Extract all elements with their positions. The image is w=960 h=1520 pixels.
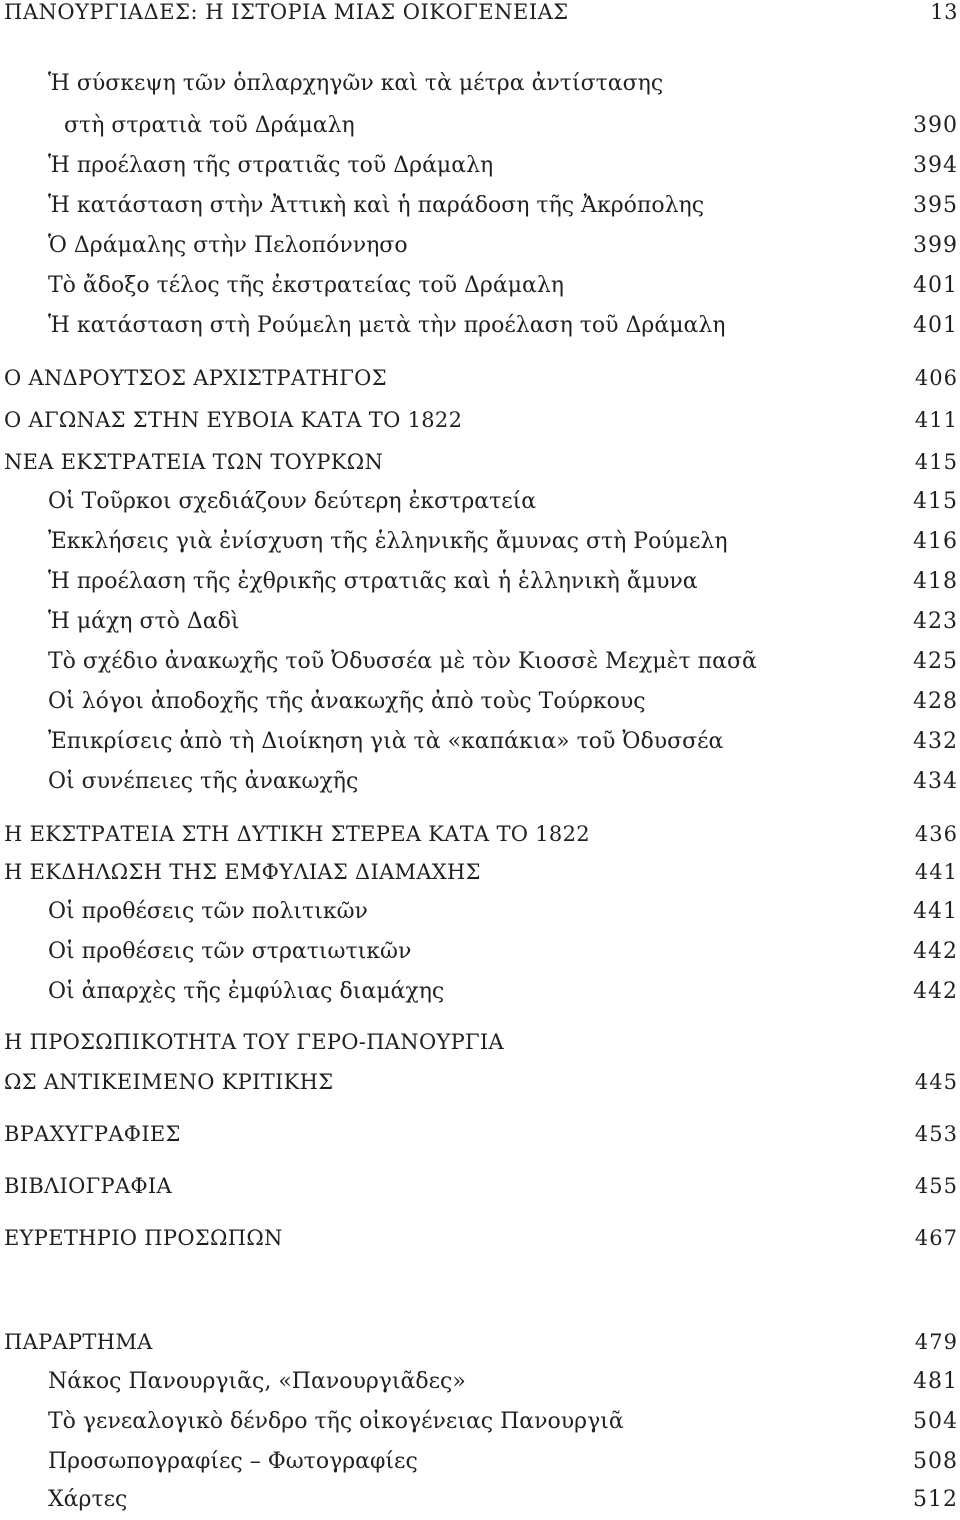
toc-entry-title: Χάρτες <box>48 1487 128 1512</box>
toc-entry-page: 508 <box>913 1449 958 1474</box>
toc-entry <box>0 270 960 302</box>
running-header <box>0 0 960 28</box>
running-header-page-number: 13 <box>930 0 958 24</box>
toc-entry-page: 394 <box>913 153 958 178</box>
toc-entry <box>0 566 960 598</box>
toc-section <box>0 1026 960 1058</box>
toc-section <box>0 446 960 478</box>
toc-entry-title: Ἡ σύσκεψη τῶν ὁπλαρχηγῶν καὶ τὰ μέτρα ἀντίστασης <box>48 71 664 96</box>
toc-section <box>0 1066 960 1098</box>
toc-entry-title: Οἱ προθέσεις τῶν στρατιωτικῶν <box>48 939 412 964</box>
toc-entry-page: 415 <box>913 489 958 514</box>
toc-entry-page: 401 <box>913 273 958 298</box>
toc-entry <box>0 230 960 262</box>
toc-entry-title: Ἡ κατάσταση στὴν Ἀττικὴ καὶ ἡ παράδοση τῆς Ἀκρόπολης <box>48 193 705 218</box>
toc-entry <box>0 646 960 678</box>
toc-entry <box>0 486 960 518</box>
toc-entry <box>0 896 960 928</box>
toc-section <box>0 1118 960 1150</box>
toc-entry-title: Οἱ συνέπειες τῆς ἀνακωχῆς <box>48 769 359 794</box>
toc-section <box>0 1170 960 1202</box>
toc-entry-page: 418 <box>913 569 958 594</box>
toc-entry <box>0 936 960 968</box>
toc-section-title: ΠΑΡΑΡΤΗΜΑ <box>4 1330 153 1354</box>
toc-entry-title: Νάκος Πανουργιᾶς, «Πανουργιᾶδες» <box>48 1369 466 1394</box>
toc-section-page: 445 <box>914 1070 958 1094</box>
toc-section-title: ΩΣ ΑΝΤΙΚΕΙΜΕΝΟ ΚΡΙΤΙΚΗΣ <box>4 1070 334 1094</box>
toc-entry-page: 504 <box>913 1409 958 1434</box>
toc-entry-title: Ἡ μάχη στὸ Δαδὶ <box>48 609 240 634</box>
toc-section <box>0 856 960 888</box>
toc-entry <box>0 150 960 182</box>
toc-entry <box>0 526 960 558</box>
toc-entry-page: 481 <box>913 1369 958 1394</box>
toc-entry <box>0 1484 960 1516</box>
running-header-title: ΠΑΝΟΥΡΓΙΑΔΕΣ: Η ΙΣΤΟΡΙΑ ΜΙΑΣ ΟΙΚΟΓΕΝΕΙΑΣ <box>4 0 569 24</box>
toc-entry-title: Τὸ ἄδοξο τέλος τῆς ἐκστρατείας τοῦ Δράμαλη <box>48 273 564 298</box>
toc-section-title: Η ΕΚΣΤΡΑΤΕΙΑ ΣΤΗ ΔΥΤΙΚΗ ΣΤΕΡΕΑ ΚΑΤΑ ΤΟ 1822 <box>4 822 590 846</box>
toc-entry-title: Ἡ προέλαση τῆς ἐχθρικῆς στρατιᾶς καὶ ἡ ἑλληνικὴ ἄμυνα <box>48 569 698 594</box>
toc-entry-page: 428 <box>913 689 958 714</box>
toc-entry <box>0 766 960 798</box>
toc-section-title: ΝΕΑ ΕΚΣΤΡΑΤΕΙΑ ΤΩΝ ΤΟΥΡΚΩΝ <box>4 450 384 474</box>
toc-section <box>0 404 960 436</box>
toc-section-page: 453 <box>914 1122 958 1146</box>
toc-section-page: 411 <box>914 408 958 432</box>
toc-entry-title: Ἡ κατάσταση στὴ Ρούμελη μετὰ τὴν προέλαση τοῦ Δράμαλη <box>48 313 726 338</box>
toc-section <box>0 1222 960 1254</box>
toc-entry <box>0 726 960 758</box>
toc-entry <box>0 686 960 718</box>
toc-section-page: 406 <box>914 366 958 390</box>
toc-entry-page: 423 <box>913 609 958 634</box>
toc-section <box>0 818 960 850</box>
toc-entry <box>0 1406 960 1438</box>
toc-section-title: Ο ΑΝΔΡΟΥΤΣΟΣ ΑΡΧΙΣΤΡΑΤΗΓΟΣ <box>4 366 387 390</box>
toc-entry <box>0 606 960 638</box>
toc-entry-title: Τὸ γενεαλογικὸ δένδρο τῆς οἰκογένειας Πανουργιᾶ <box>48 1409 624 1434</box>
toc-entry-page: 434 <box>913 769 958 794</box>
toc-entry-page: 432 <box>913 729 958 754</box>
toc-section-page: 467 <box>914 1226 958 1250</box>
toc-section <box>0 362 960 394</box>
toc-entry-title: Οἱ λόγοι ἀποδοχῆς τῆς ἀνακωχῆς ἀπὸ τοὺς Τούρκους <box>48 689 646 714</box>
toc-entry-title: Οἱ Τοῦρκοι σχεδιάζουν δεύτερη ἐκστρατεία <box>48 489 537 514</box>
toc-entry-title: Τὸ σχέδιο ἀνακωχῆς τοῦ Ὀδυσσέα μὲ τὸν Κιοσσὲ Μεχμὲτ πασᾶ <box>48 649 757 674</box>
toc-section-page: 479 <box>914 1330 958 1354</box>
toc-section-page: 436 <box>914 822 958 846</box>
toc-entry-page: 442 <box>913 939 958 964</box>
toc-section-title: ΒΡΑΧΥΓΡΑΦΙΕΣ <box>4 1122 181 1146</box>
toc-section-title: ΕΥΡΕΤΗΡΙΟ ΠΡΟΣΩΠΩΝ <box>4 1226 283 1250</box>
toc-section-title: ΒΙΒΛΙΟΓΡΑΦΙΑ <box>4 1174 172 1198</box>
toc-entry <box>0 310 960 342</box>
toc-entry-page: 399 <box>913 233 958 258</box>
toc-section-title: Η ΠΡΟΣΩΠΙΚΟΤΗΤΑ ΤΟΥ ΓΕΡΟ-ΠΑΝΟΥΡΓΙΑ <box>4 1030 504 1054</box>
toc-entry-page: 390 <box>913 113 958 138</box>
toc-entry-page: 395 <box>913 193 958 218</box>
toc-entry-title: Ὁ Δράμαλης στὴν Πελοπόννησο <box>48 233 408 258</box>
toc-entry-page: 401 <box>913 313 958 338</box>
toc-entry-title: στὴ στρατιὰ τοῦ Δράμαλη <box>64 113 355 138</box>
toc-section-title: Ο ΑΓΩΝΑΣ ΣΤΗΝ ΕΥΒΟΙΑ ΚΑΤΑ ΤΟ 1822 <box>4 408 463 432</box>
toc-section-page: 441 <box>914 860 958 884</box>
toc-entry-page: 441 <box>913 899 958 924</box>
toc-entry-title: Ἐπικρίσεις ἀπὸ τὴ Διοίκηση γιὰ τὰ «καπάκια» τοῦ Ὀδυσσέα <box>48 729 724 754</box>
toc-entry <box>0 976 960 1008</box>
toc-entry <box>0 1446 960 1478</box>
toc-section <box>0 1326 960 1358</box>
toc-entry <box>0 1366 960 1398</box>
toc-entry-page: 512 <box>913 1487 958 1512</box>
toc-entry <box>0 110 960 142</box>
toc-entry-page: 442 <box>913 979 958 1004</box>
toc-entry <box>0 68 960 100</box>
toc-entry <box>0 190 960 222</box>
toc-entry-title: Ἡ προέλαση τῆς στρατιᾶς τοῦ Δράμαλη <box>48 153 494 178</box>
toc-entry-title: Προσωπογραφίες – Φωτογραφίες <box>48 1449 418 1474</box>
toc-section-page: 415 <box>914 450 958 474</box>
toc-entry-title: Οἱ προθέσεις τῶν πολιτικῶν <box>48 899 368 924</box>
toc-entry-title: Ἐκκλήσεις γιὰ ἐνίσχυση τῆς ἑλληνικῆς ἄμυνας στὴ Ρούμελη <box>48 529 728 554</box>
toc-entry-page: 416 <box>913 529 958 554</box>
toc-entry-title: Οἱ ἀπαρχὲς τῆς ἐμφύλιας διαμάχης <box>48 979 445 1004</box>
toc-section-title: Η ΕΚΔΗΛΩΣΗ ΤΗΣ ΕΜΦΥΛΙΑΣ ΔΙΑΜΑΧΗΣ <box>4 860 481 884</box>
toc-section-page: 455 <box>914 1174 958 1198</box>
toc-entry-page: 425 <box>913 649 958 674</box>
